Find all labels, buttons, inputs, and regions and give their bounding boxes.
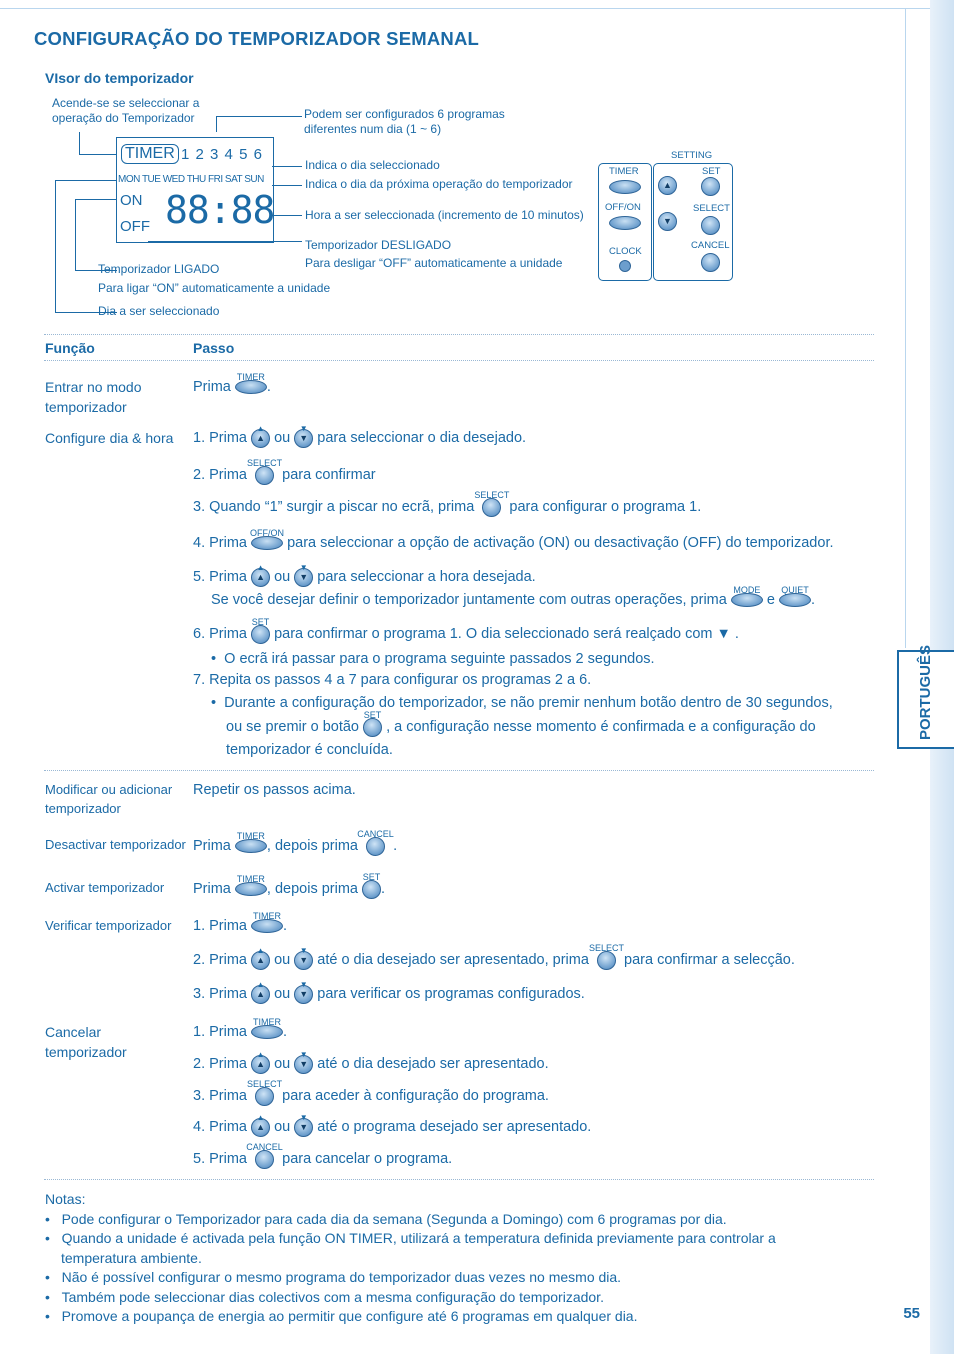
- top-frame-line: [0, 8, 930, 9]
- lcd-on-label: ON: [120, 192, 143, 209]
- remote-left-panel: [598, 163, 652, 281]
- set-button[interactable]: SET: [362, 880, 381, 899]
- leader-line: [216, 116, 302, 117]
- function-verify: Verificar temporizador: [45, 918, 172, 933]
- lcd-program-3: 3: [210, 146, 220, 163]
- note-item: • Pode configurar o Temporizador para cada dia da semana (Segunda a Domingo) com 6 programas por dia.: [45, 1210, 727, 1227]
- lcd-day-wed: WED: [162, 174, 185, 185]
- lcd-day-sat: SAT: [224, 174, 242, 185]
- step-configure-7-bullet-line3: temporizador é concluída.: [226, 742, 393, 758]
- step-verify-2: 2. Prima ▲ ▲ ou ▼ ▼ até o dia desejado ser apresentado, prima SELECT para confirmar a selecção.: [193, 942, 795, 968]
- right-frame-line: [905, 8, 906, 648]
- step-enter-mode: Prima TIMER .: [193, 372, 271, 395]
- col-function-header: Função: [45, 340, 95, 356]
- annotation-timer-off-title: Temporizador DESLIGADO: [305, 238, 452, 252]
- remote-clock-label: CLOCK: [609, 246, 642, 257]
- language-tab-label: PORTUGUÊS: [917, 644, 934, 740]
- leader-line: [272, 166, 302, 167]
- remote-right-panel: [653, 163, 733, 281]
- step-cancel-4: 4. Prima ▲ ▲ ou ▼ ▼ até o programa desejado ser apresentado.: [193, 1112, 592, 1135]
- step-cancel-1: 1. Prima TIMER .: [193, 1017, 288, 1040]
- lcd-program-6: 6: [253, 146, 263, 163]
- cancel-button[interactable]: CANCEL: [366, 837, 385, 856]
- note-item: • Promove a poupança de energia ao permitir que configure até 6 programas em qualquer dia.: [45, 1308, 638, 1324]
- annotation-six-programs: Podem ser configurados 6 programas diferentes num dia (1 ~ 6): [304, 107, 505, 136]
- mode-button[interactable]: MODE: [731, 593, 763, 607]
- step-configure-4: 4. Prima OFF/ON para seleccionar a opção de activação (ON) ou desactivação (OFF) do temporizador.: [193, 528, 834, 551]
- annotation-day-select: Dia a ser seleccionado: [98, 304, 220, 318]
- step-configure-1: 1. Prima ▲ ▲ ou ▼ ▼ para seleccionar o dia desejado.: [193, 423, 527, 446]
- remote-offon-label: OFF/ON: [605, 202, 641, 213]
- cancel-button[interactable]: CANCEL: [255, 1150, 274, 1169]
- function-enter-mode: Entrar no modo temporizador: [45, 379, 142, 415]
- annotation-lights-up: Acende-se se seleccionar a operação do Temporizador: [52, 96, 200, 125]
- lcd-program-4: 4: [224, 146, 234, 163]
- timer-button[interactable]: TIMER: [235, 882, 267, 896]
- step-configure-6: 6. Prima SET para confirmar o programa 1. O dia seleccionado será realçado com ▼ .: [193, 616, 739, 642]
- remote-clock-button[interactable]: [619, 260, 631, 272]
- lcd-day-thu: THU: [186, 174, 206, 185]
- timer-button[interactable]: TIMER: [251, 919, 283, 933]
- lcd-off-label: OFF: [120, 218, 150, 235]
- lcd-program-5: 5: [239, 146, 249, 163]
- remote-set-label: SET: [702, 166, 721, 177]
- offon-button[interactable]: OFF/ON: [251, 536, 283, 550]
- remote-cancel-label: CANCEL: [691, 240, 730, 251]
- up-arrow-button[interactable]: ▲ ▲: [251, 568, 270, 587]
- step-configure-6-bullet: • O ecrã irá passar para o programa seguinte passados 2 segundos.: [211, 651, 655, 667]
- annotation-time-select: Hora a ser seleccionada (incremento de 10 minutos): [305, 208, 584, 222]
- set-button[interactable]: SET: [363, 718, 382, 737]
- annotation-timer-on-title: Temporizador LIGADO: [98, 262, 220, 276]
- separator: [44, 360, 874, 361]
- down-arrow-button[interactable]: ▼ ▼: [294, 1118, 313, 1137]
- leader-line: [55, 180, 117, 313]
- lcd-days-row: [118, 174, 264, 185]
- lcd-program-1: 1: [181, 146, 191, 163]
- step-configure-5b: Se você desejar definir o temporizador juntamente com outras operações, prima MODE e QUIET .: [211, 585, 816, 608]
- up-arrow-button[interactable]: ▲ ▲: [251, 985, 270, 1004]
- lcd-digits: 88:88: [165, 188, 275, 232]
- step-activate: Prima TIMER , depois prima SET .: [193, 871, 386, 897]
- step-verify-1: 1. Prima TIMER .: [193, 911, 288, 934]
- lcd-display: [116, 137, 274, 243]
- step-cancel-3: 3. Prima SELECT para aceder à configuração do programa.: [193, 1078, 549, 1104]
- annotation-timer-on-desc: Para ligar “ON” automaticamente a unidade: [98, 281, 331, 295]
- separator: [44, 1179, 874, 1180]
- up-arrow-button[interactable]: ▲ ▲: [251, 1118, 270, 1137]
- annotation-timer-off-desc: Para desligar “OFF” automaticamente a unidade: [305, 256, 563, 270]
- down-arrow-button[interactable]: ▼ ▼: [294, 1055, 313, 1074]
- step-deactivate: Prima TIMER , depois prima CANCEL .: [193, 828, 398, 854]
- function-configure: Configure dia & hora: [45, 430, 174, 446]
- page-title: CONFIGURAÇÃO DO TEMPORIZADOR SEMANAL: [34, 28, 480, 49]
- remote-timer-label: TIMER: [609, 166, 639, 177]
- lcd-day-tue: TUE: [141, 174, 161, 185]
- page-number: 55: [903, 1305, 920, 1322]
- lcd-program-numbers: [181, 146, 263, 163]
- function-cancel: Cancelar temporizador: [45, 1024, 127, 1060]
- function-deactivate: Desactivar temporizador: [45, 837, 186, 852]
- function-modify: Modificar ou adicionar temporizador: [45, 782, 173, 816]
- step-configure-3: 3. Quando “1” surgir a piscar no ecrã, prima SELECT para configurar o programa 1.: [193, 489, 702, 515]
- quiet-button[interactable]: QUIET: [779, 593, 811, 607]
- leader-line: [79, 132, 117, 155]
- step-configure-2: 2. Prima SELECT para confirmar: [193, 457, 376, 483]
- step-configure-7-bullet: • Durante a configuração do temporizador, se não premir nenhum botão dentro de 30 segundos,: [211, 695, 833, 711]
- step-modify: Repetir os passos acima.: [193, 782, 356, 798]
- down-arrow-button[interactable]: ▼ ▼: [294, 951, 313, 970]
- leader-line: [272, 185, 302, 186]
- up-arrow-button[interactable]: ▲ ▲: [251, 1055, 270, 1074]
- separator: [44, 770, 874, 771]
- leader-line: [272, 215, 302, 216]
- lcd-program-2: 2: [195, 146, 205, 163]
- lcd-timer-label: TIMER: [121, 144, 179, 164]
- separator: [44, 334, 874, 335]
- step-cancel-2: 2. Prima ▲ ▲ ou ▼ ▼ até o dia desejado ser apresentado.: [193, 1049, 549, 1072]
- annotation-next-day: Indica o dia da próxima operação do temporizador: [305, 177, 573, 191]
- note-item: • Não é possível configurar o mesmo programa do temporizador duas vezes no mesmo dia.: [45, 1269, 622, 1285]
- remote-timer-button[interactable]: [609, 180, 641, 194]
- language-tab: [897, 644, 954, 749]
- lcd-day-fri: FRI: [208, 174, 223, 185]
- step-configure-7-bullet-line2: ou se premir o botão SET , a configuração nesse momento é confirmada e a configuração do: [226, 709, 816, 735]
- notes-section: [45, 1190, 845, 1327]
- remote-cancel-button[interactable]: [701, 253, 720, 272]
- remote-set-button[interactable]: [701, 177, 720, 196]
- function-activate: Activar temporizador: [45, 880, 165, 895]
- down-arrow-button[interactable]: ▼ ▼: [294, 568, 313, 587]
- up-arrow-button[interactable]: ▲ ▲: [251, 951, 270, 970]
- select-button[interactable]: SELECT: [255, 466, 274, 485]
- remote-up-arrow-button[interactable]: ▲: [658, 176, 677, 195]
- up-arrow-button[interactable]: ▲ ▲: [251, 429, 270, 448]
- timer-button[interactable]: TIMER: [251, 1025, 283, 1039]
- col-step-header: Passo: [193, 340, 235, 356]
- step-configure-7: 7. Repita os passos 4 a 7 para configurar os programas 2 a 6.: [193, 672, 592, 688]
- timer-button[interactable]: TIMER: [235, 839, 267, 853]
- select-button[interactable]: SELECT: [482, 498, 501, 517]
- leader-line: [216, 116, 217, 132]
- lcd-day-mon: MON: [118, 174, 140, 185]
- select-button[interactable]: SELECT: [255, 1087, 274, 1106]
- notes-heading: Notas:: [45, 1191, 86, 1207]
- lcd-day-sun: SUN: [244, 174, 264, 185]
- annotation-selected-day: Indica o dia seleccionado: [305, 158, 440, 172]
- remote-select-button[interactable]: [701, 216, 720, 235]
- step-configure-5: 5. Prima ▲ ▲ ou ▼ ▼ para seleccionar a hora desejada.: [193, 562, 536, 585]
- step-cancel-5: 5. Prima CANCEL para cancelar o programa.: [193, 1141, 453, 1167]
- display-heading: VIsor do temporizador: [45, 70, 194, 86]
- down-arrow-button[interactable]: ▼ ▼: [294, 985, 313, 1004]
- remote-offon-button[interactable]: [609, 216, 641, 230]
- select-button[interactable]: SELECT: [597, 951, 616, 970]
- remote-down-arrow-button[interactable]: ▼: [658, 212, 677, 231]
- set-button[interactable]: SET: [251, 625, 270, 644]
- step-verify-3: 3. Prima ▲ ▲ ou ▼ ▼ para verificar os programas configurados.: [193, 979, 585, 1002]
- note-item: • Também pode seleccionar dias colectivos com a mesma configuração do temporizador.: [45, 1288, 604, 1305]
- timer-button[interactable]: TIMER: [235, 380, 267, 394]
- remote-select-label: SELECT: [693, 203, 730, 214]
- remote-setting-label: SETTING: [671, 150, 713, 161]
- down-arrow-button[interactable]: ▼ ▼: [294, 429, 313, 448]
- note-item: • Quando a unidade é activada pela função ON TIMER, utilizará a temperatura definida previamente para controlar a temperatura ambiente.: [45, 1230, 776, 1266]
